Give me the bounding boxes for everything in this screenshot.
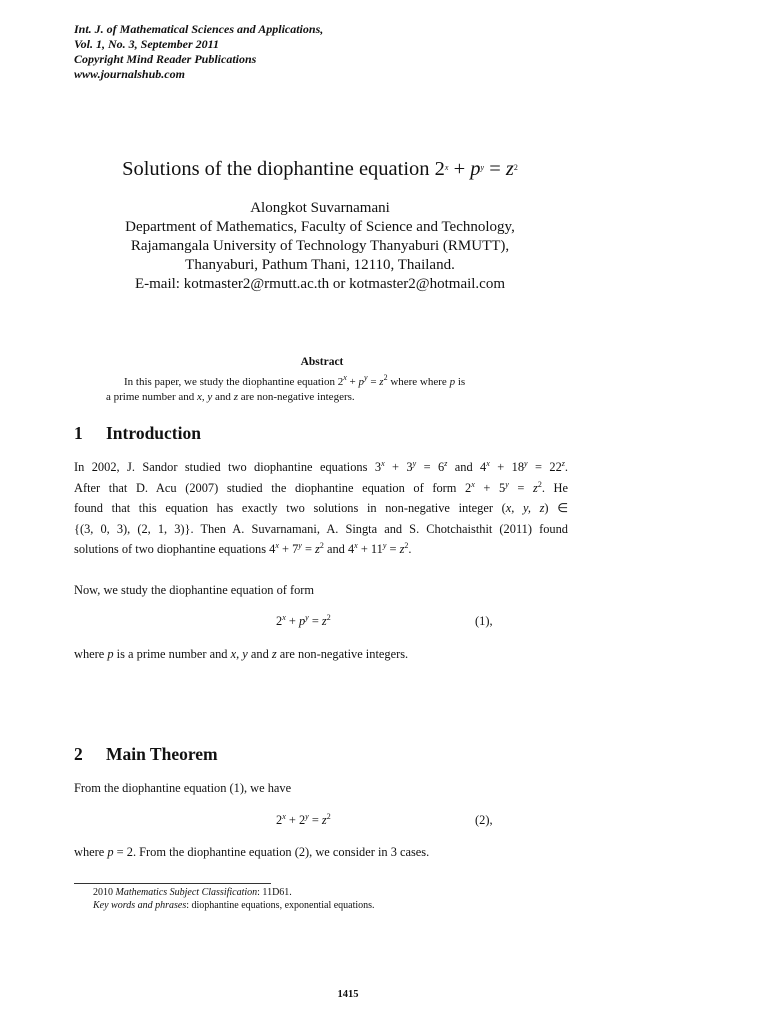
introduction-study-text: Now, we study the diophantine equation of form — [74, 583, 315, 597]
equation-1-label: (1), — [475, 614, 493, 628]
journal-name: Int. J. of Mathematical Sciences and Applications, — [74, 22, 324, 36]
author-university: Rajamangala University of Technology Thanyaburi (RMUTT), — [130, 238, 510, 254]
footnote-rule — [74, 883, 271, 884]
journal-copyright: Copyright Mind Reader Publications — [74, 52, 257, 66]
footnote — [93, 886, 375, 912]
author-email: E-mail: kotmaster2@rmutt.ac.th or kotmaster2@hotmail.com — [134, 276, 506, 292]
footnote-msc: 2010 Mathematics Subject Classification: 11D61. — [93, 887, 292, 898]
author-department: Department of Mathematics, Faculty of Science and Technology, — [125, 219, 515, 235]
page-number: 1415 — [337, 989, 359, 1000]
equation-1: $2^x + p^y = z^2$ — [276, 613, 331, 628]
author-name: Alongkot Suvarnamani — [250, 200, 390, 216]
main-theorem-cases-text: where p = 2. From the diophantine equation (2), we consider in 3 cases. — [74, 845, 430, 859]
main-theorem-intro-text: From the diophantine equation (1), we have — [74, 781, 292, 795]
footnote-keywords: Key words and phrases: diophantine equations, exponential equations. — [93, 900, 375, 911]
abstract-text: In this paper, we study the diophantine equation $2^x + p^y = z^2$ where where p is a prime number and x, y and z are non-negative integers. — [106, 373, 466, 403]
author-block — [0, 199, 640, 294]
journal-header — [74, 22, 323, 82]
author-address: Thanyaburi, Pathum Thani, 12110, Thailand. — [185, 257, 455, 273]
paper-title: Solutions of the diophantine equation $2^x + p^y = z^2$ — [122, 158, 518, 180]
section-heading-introduction: 1 Introduction — [74, 423, 201, 443]
equation-2-label: (2), — [475, 813, 493, 827]
journal-volume: Vol. 1, No. 3, September 2011 — [74, 37, 220, 51]
equation-2: $2^x + 2^y = z^2$ — [276, 812, 331, 827]
section-heading-main-theorem: 2 Main Theorem — [74, 744, 218, 764]
journal-website: www.journalshub.com — [74, 67, 185, 81]
introduction-conditions-text: where p is a prime number and x, y and z are non-negative integers. — [74, 647, 409, 661]
introduction-paragraph: In 2002, J. Sandor studied two diophantine equations $3^x + 3^y = 6^z$ and $4^x + 18^y = 22^z$. After that D. Acu (2007) studied the diophantine equation of form $2^x + 5^y = z^2$. He found that this equation has exactly two solutions in non-negative integer (x, y, z) ∈ {(3, 0, 3), (2, 1, 3)}. Then A. Suvarnamani, A. Singta and S. Chotchaisthit (2011) found solutions of two diophantine equations $4^x + 7^y = z^2$ and $4^x + 11^y = z^2$. — [74, 459, 569, 556]
abstract-heading: Abstract — [300, 356, 344, 368]
